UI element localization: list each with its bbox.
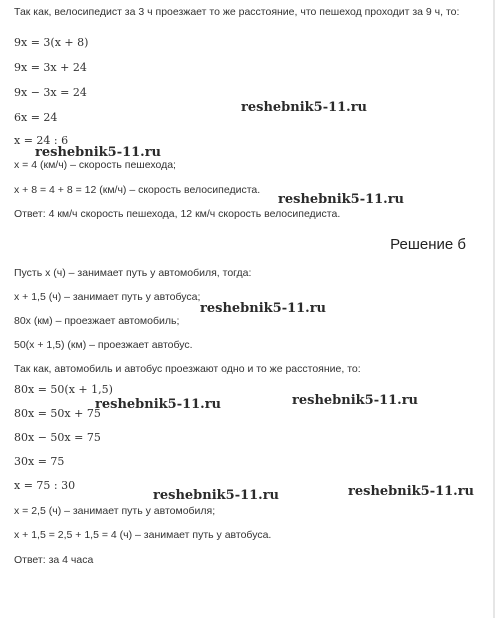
part-b-heading: Решение б bbox=[390, 236, 466, 253]
part-b-intro: Пусть x (ч) – занимает путь у автомобиля, тогда: bbox=[14, 267, 252, 279]
watermark: reshebnik5-11.ru bbox=[153, 488, 280, 503]
part-b-eq7: x + 1,5 = 2,5 + 1,5 = 4 (ч) – занимает путь у автобуса. bbox=[14, 529, 272, 541]
part-a-intro: Так как, велосипедист за 3 ч проезжает то же расстояние, что пешеход проходит за 9 ч, то: bbox=[14, 6, 460, 18]
watermark: reshebnik5-11.ru bbox=[348, 484, 475, 499]
part-b-eq5: x = 75 : 30 bbox=[14, 479, 76, 492]
part-b-eq2: 80x = 50x + 75 bbox=[14, 407, 101, 420]
part-b-eq1: 80x = 50(x + 1,5) bbox=[14, 383, 113, 396]
part-a-eq7: x + 8 = 4 + 8 = 12 (км/ч) – скорость велосипедиста. bbox=[14, 184, 261, 196]
part-a-eq2: 9x = 3x + 24 bbox=[14, 61, 87, 74]
part-a-eq5: x = 24 : 6 bbox=[14, 134, 69, 147]
watermark: reshebnik5-11.ru bbox=[292, 393, 419, 408]
part-a-eq3: 9x − 3x = 24 bbox=[14, 86, 87, 99]
part-b-eq3: 80x − 50x = 75 bbox=[14, 431, 101, 444]
part-a-eq6: x = 4 (км/ч) – скорость пешехода; bbox=[14, 159, 176, 171]
watermark: reshebnik5-11.ru bbox=[95, 397, 222, 412]
part-b-line2: 80x (км) – проезжает автомобиль; bbox=[14, 315, 180, 327]
part-a-answer: Ответ: 4 км/ч скорость пешехода, 12 км/ч скорость велосипедиста. bbox=[14, 208, 341, 220]
part-b-line1: x + 1,5 (ч) – занимает путь у автобуса; bbox=[14, 291, 201, 303]
part-a-eq4: 6x = 24 bbox=[14, 111, 58, 124]
part-b-eq6: x = 2,5 (ч) – занимает путь у автомобиля; bbox=[14, 505, 216, 517]
watermark: reshebnik5-11.ru bbox=[241, 100, 368, 115]
part-a-eq1: 9x = 3(x + 8) bbox=[14, 36, 89, 49]
watermark: reshebnik5-11.ru bbox=[278, 192, 405, 207]
part-b-line4: Так как, автомобиль и автобус проезжают одно и то же расстояние, то: bbox=[14, 363, 361, 375]
part-b-eq4: 30x = 75 bbox=[14, 455, 65, 468]
watermark: reshebnik5-11.ru bbox=[35, 145, 162, 160]
part-b-answer: Ответ: за 4 часа bbox=[14, 554, 94, 566]
part-b-line3: 50(x + 1,5) (км) – проезжает автобус. bbox=[14, 339, 193, 351]
watermark: reshebnik5-11.ru bbox=[200, 301, 327, 316]
